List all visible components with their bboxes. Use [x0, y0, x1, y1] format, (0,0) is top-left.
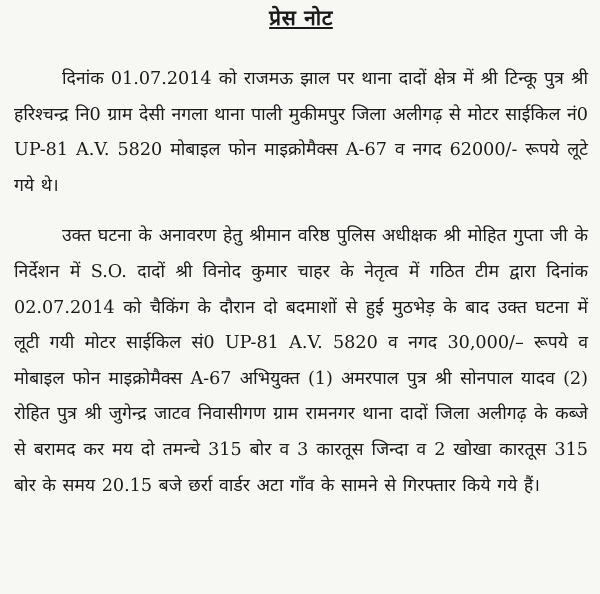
- paragraph-1: दिनांक 01.07.2014 को राजमऊ झाल पर थाना दादों क्षेत्र में श्री टिन्कू पुत्र श्री हरिश्चन्द्र नि0 ग्राम देसी नगला थाना पाली मुकीमपुर जिला अलीगढ़ से मोटर साईकिल नं0 UP-81 A.V. 5820 मोबाइल फोन माइक्रोमैक्स A-67 व नगद 62000/- रूपये लूटे गये थे।: [14, 69, 588, 196]
- paragraph-2: उक्त घटना के अनावरण हेतु श्रीमान वरिष्ठ पुलिस अधीक्षक श्री मोहित गुप्ता जी के निर्देशन में S.O. दादों श्री विनोद कुमार चाहर के नेतृत्व में गठित टीम द्वारा दिनांक 02.07.2014 को चैकिंग के दौरान दो बदमाशों से हुई मुठभेड़ के बाद उक्त घटना में लूटी गयी मोटर साईकिल सं0 UP-81 A.V. 5820 व नगद 30,000/– रूपये व मोबाइल फोन माइक्रोमैक्स A-67 अभियुक्त (1) अमरपाल पुत्र श्री सोनपाल यादव (2) रोहित पुत्र श्री जुगेन्द्र जाटव निवासीगण ग्राम रामनगर थाना दादों जिला अलीगढ़ के कब्जे से बरामद कर मय दो तमन्चे 315 बोर व 3 कारतूस जिन्दा व 2 खोखा कारतूस 315 बोर के समय 20.15 बजे छर्रा वार्डर अटा गाँव के सामने से गिरफ्तार किये गये हैं।: [14, 226, 588, 496]
- document-title: प्रेस नोट: [269, 5, 333, 30]
- press-note-page: [0, 2, 600, 594]
